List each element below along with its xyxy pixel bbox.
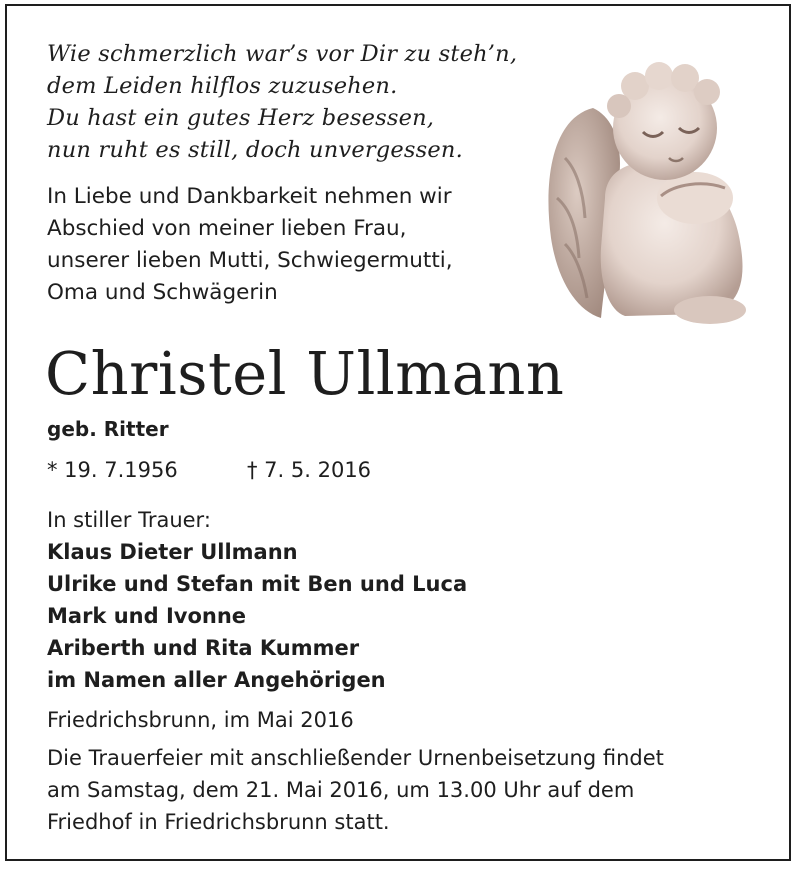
death-date: † 7. 5. 2016: [247, 458, 372, 482]
mourner-name: Ariberth und Rita Kummer: [47, 636, 360, 660]
memorial-poem: [47, 38, 517, 166]
poem-line: Wie schmerzlich war’s vor Dir zu steh’n,: [47, 41, 518, 67]
deceased-name: Christel Ullmann: [45, 339, 565, 408]
service-line: Die Trauerfeier mit anschließender Urnenbeisetzung findet: [47, 746, 664, 770]
obituary-card: [5, 4, 791, 861]
farewell-line: unserer lieben Mutti, Schwiegermutti,: [47, 248, 453, 273]
farewell-text: [47, 181, 453, 309]
poem-line: dem Leiden hilflos zuzusehen.: [47, 73, 398, 99]
service-line: am Samstag, dem 21. Mai 2016, um 13.00 Uhr auf dem: [47, 778, 635, 802]
life-dates: [47, 454, 372, 486]
mourner-name: Mark und Ivonne: [47, 604, 247, 628]
birth-name: geb. Ritter: [47, 417, 169, 441]
mourner-name: im Namen aller Angehörigen: [47, 668, 386, 692]
mourner-name: Klaus Dieter Ullmann: [47, 540, 298, 564]
funeral-service-info: [47, 742, 664, 838]
service-line: Friedhof in Friedrichsbrunn statt.: [47, 810, 390, 834]
poem-line: nun ruht es still, doch unvergessen.: [47, 137, 463, 163]
poem-line: Du hast ein gutes Herz besessen,: [47, 105, 435, 131]
mourners-list: [47, 504, 467, 696]
sleeping-angel-figure-icon: [535, 48, 765, 328]
mourners-heading: In stiller Trauer:: [47, 508, 211, 532]
farewell-line: In Liebe und Dankbarkeit nehmen wir: [47, 184, 452, 209]
farewell-line: Oma und Schwägerin: [47, 280, 278, 305]
birth-date: * 19. 7.1956: [47, 458, 178, 482]
place-and-date: Friedrichsbrunn, im Mai 2016: [47, 708, 354, 732]
mourner-name: Ulrike und Stefan mit Ben und Luca: [47, 572, 468, 596]
farewell-line: Abschied von meiner lieben Frau,: [47, 216, 407, 241]
